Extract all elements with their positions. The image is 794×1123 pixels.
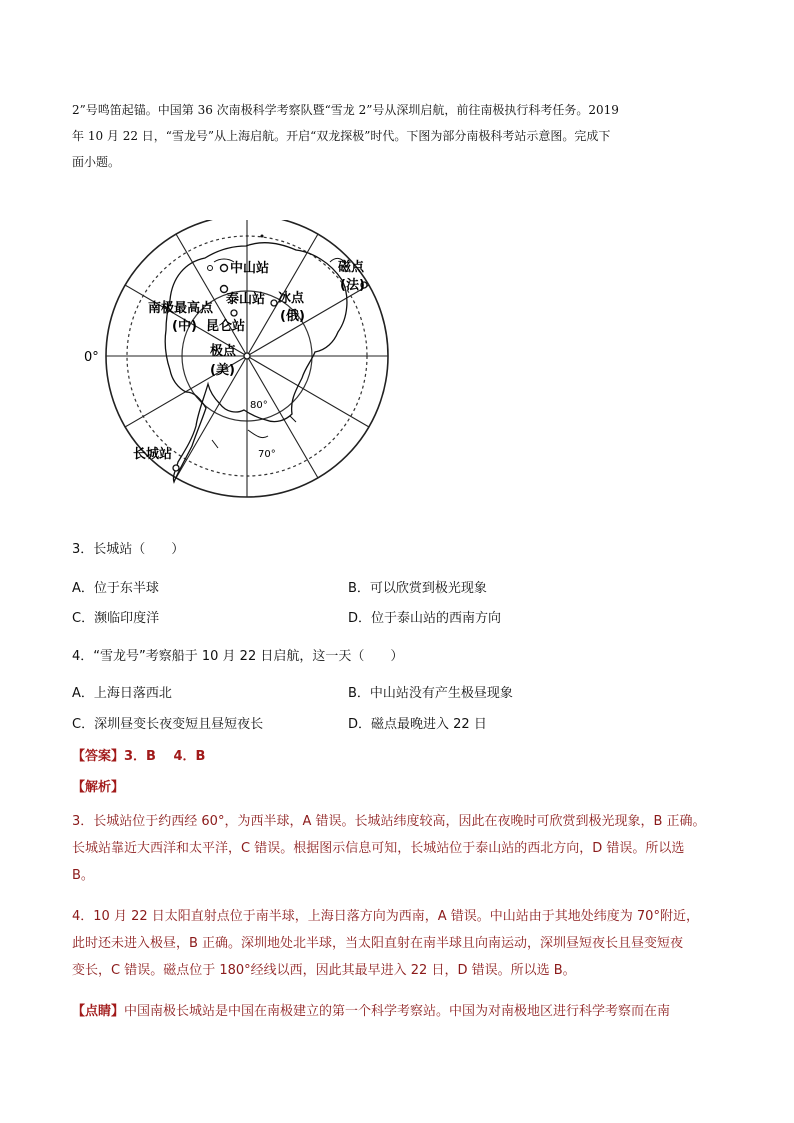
tip-label: 【点睛】 bbox=[72, 1004, 125, 1019]
tip-line bbox=[72, 998, 732, 1025]
explanation-3-line-2: 长城站靠近大西洋和太平洋，C 错误。根据图示信息可知，长城站位于泰山站的西北方向，D 错误。所以选 bbox=[72, 841, 685, 856]
kunlun-marker bbox=[231, 310, 237, 316]
taishan-label: 泰山站 bbox=[226, 292, 266, 307]
changcheng-marker bbox=[173, 465, 179, 471]
analysis-label: 【解析】 bbox=[72, 780, 125, 795]
explanation-3-line-1: 3．长城站位于约西经 60°，为西半球，A 错误。长城站纬度较高，因此在夜晚时可欣赏到极光现象，B 正确。 bbox=[72, 814, 706, 829]
highest-point-country: (中) bbox=[172, 319, 197, 334]
cidian-label: 磁点 bbox=[338, 260, 365, 275]
q4-option-c: C．深圳昼变长夜变短且昼短夜长 bbox=[72, 717, 264, 732]
antarctica-station-map bbox=[0, 220, 794, 510]
zhongshan-label: 中山站 bbox=[230, 261, 270, 276]
answer-label: 【答案】 bbox=[72, 749, 125, 764]
q4-option-a: A．上海日落西北 bbox=[72, 686, 172, 701]
lat-70-label: 70° bbox=[258, 449, 276, 460]
explanation-4-line-2: 此时还未进入极昼，B 正确。深圳地处北半球，当太阳直射在南半球且向南运动，深圳昼短夜长且昼变短夜 bbox=[72, 936, 684, 951]
explanation-4-line-3: 变长，C 错误。磁点位于 180°经线以西，因此其最早进入 22 日，D 错误。所以选 B。 bbox=[72, 963, 576, 978]
pole-country: (美) bbox=[210, 363, 235, 378]
zhongshan-marker bbox=[221, 265, 228, 272]
q4-option-d: D．磁点最晚进入 22 日 bbox=[348, 717, 487, 732]
tip-text: 中国南极长城站是中国在南极建立的第一个科学考察站。中国为对南极地区进行科学考察而在南 bbox=[124, 1004, 671, 1019]
analysis-heading bbox=[72, 779, 732, 797]
intro-line-1: 2”号鸣笛起锚。中国第 36 次南极科学考察队暨“雪龙 2”号从深圳启航，前往南极执行科考任务。2019 bbox=[72, 103, 619, 117]
q3-option-b: B．可以欣赏到极光现象 bbox=[348, 581, 487, 596]
pole-label: 极点 bbox=[210, 344, 237, 359]
explanation-3 bbox=[72, 808, 732, 889]
intro-line-3: 面小题。 bbox=[72, 155, 121, 169]
changcheng-label: 长城站 bbox=[133, 447, 173, 462]
bingdian-label: 冰点 bbox=[278, 291, 305, 306]
q3-option-a: A．位于东半球 bbox=[72, 581, 159, 596]
explanation-3-line-3: B。 bbox=[72, 868, 94, 883]
q3-stem: 3．长城站（ ） bbox=[72, 542, 185, 557]
kunlun-label: 昆仑站 bbox=[206, 319, 246, 334]
lat-80-label: 80° bbox=[250, 400, 268, 411]
bingdian-country: (俄) bbox=[280, 309, 305, 324]
bingdian-marker bbox=[271, 300, 277, 306]
highest-point-label: 南极最高点 bbox=[148, 301, 214, 316]
answer-line bbox=[72, 748, 732, 766]
q4-option-b: B．中山站没有产生极昼现象 bbox=[348, 686, 513, 701]
q3-option-d: D．位于泰山站的西南方向 bbox=[348, 611, 502, 626]
explanation-4 bbox=[72, 903, 732, 984]
explanation-4-line-1: 4．10 月 22 日太阳直射点位于南半球，上海日落方向为西南，A 错误。中山站由于其地处纬度为 70°附近， bbox=[72, 909, 699, 924]
cidian-country: (法) bbox=[340, 278, 365, 293]
pole-marker bbox=[244, 353, 250, 359]
answer-value: 3．B 4．B bbox=[124, 749, 206, 764]
zero-degree-label: 0° bbox=[84, 350, 99, 365]
q3-option-c: C．濒临印度洋 bbox=[72, 611, 160, 626]
antarctica-coastline bbox=[165, 243, 347, 482]
q4-stem: 4．“雪龙号”考察船于 10 月 22 日启航，这一天（ ） bbox=[72, 649, 404, 664]
intro-line-2: 年 10 月 22 日，“雪龙号”从上海启航。开启“双龙探极”时代。下图为部分南极科考站示意图。完成下 bbox=[72, 129, 611, 143]
intro-passage bbox=[72, 102, 732, 170]
